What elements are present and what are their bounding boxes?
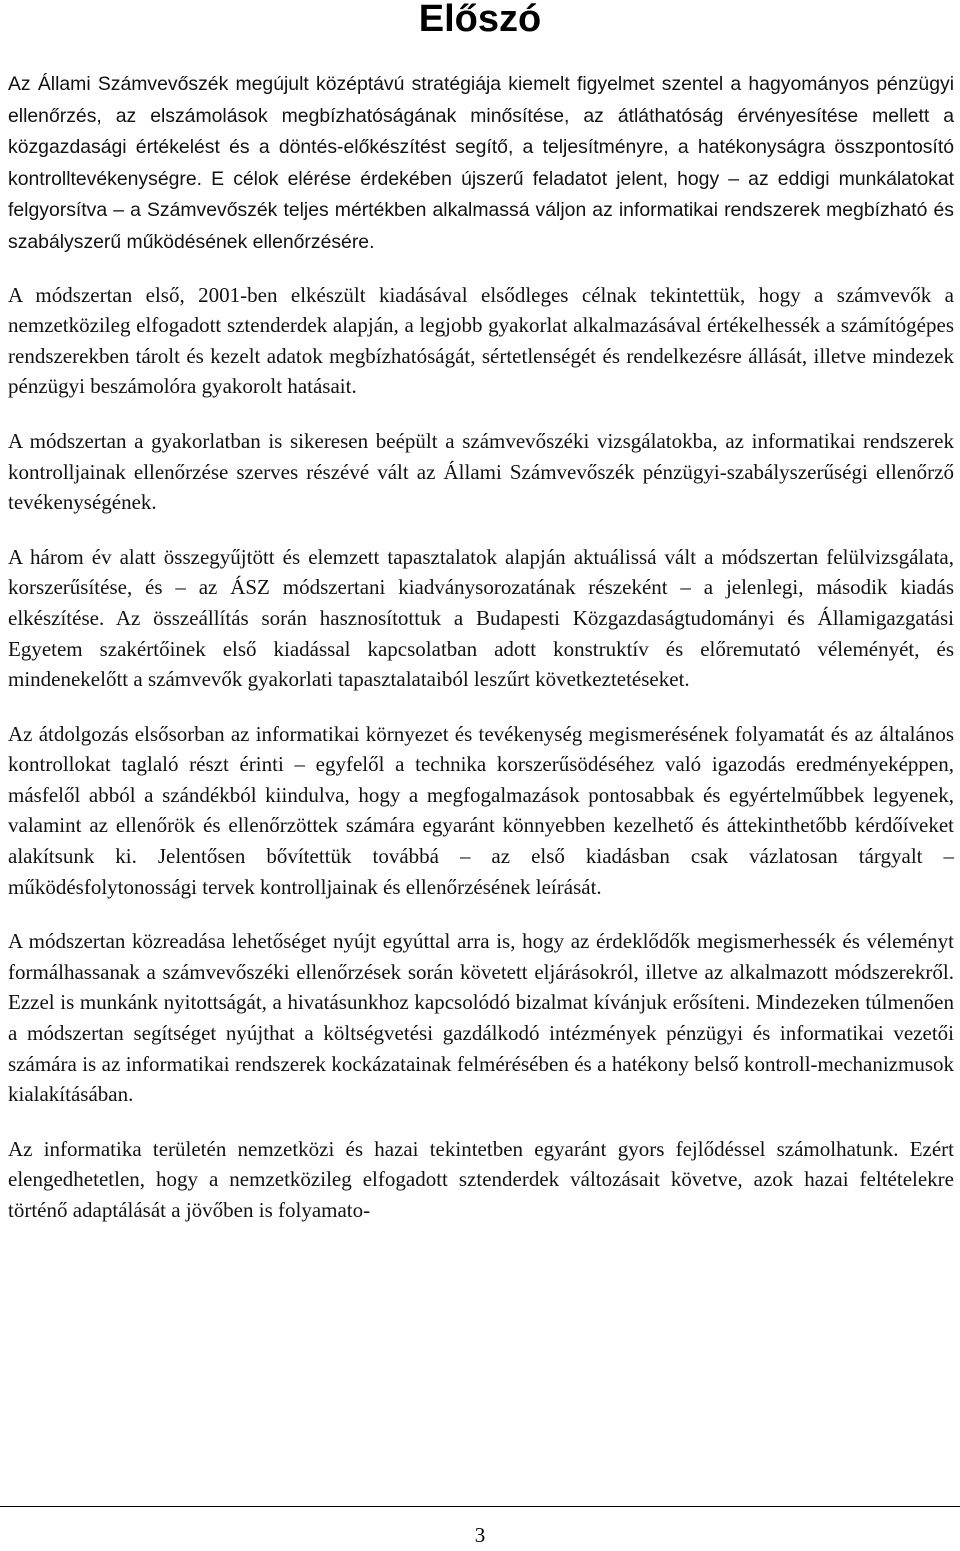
footer-divider — [0, 1506, 960, 1507]
body-text — [8, 68, 954, 1250]
paragraph-1-text: Az Állami Számvevőszék megújult középtávú stratégiája kiemelt figyelmet szentel a hagyományos pénzügyi ellenőrzés, az elszámolások megbízhatóságának minősítése, az átláthatóság érvényesítése mellett a közgazdasági értékelést és a döntés-előkészítést segítő, a teljesítményre, a hatékonyságra összpontosító kontrolltevékenységre. E célok elérése érdekében újszerű feladatot jelent, hogy – az eddigi munkálatokat felgyorsítva – a Számvevőszék teljes mértékben alkalmassá váljon az informatikai rendszerek megbízható és szabályszerű működésének ellenőrzésére. — [8, 73, 954, 253]
paragraph-3: A módszertan a gyakorlatban is sikeresen beépült a számvevőszéki vizsgálatokba, az informatikai rendszerek kontrolljainak ellenőrzése szerves részévé vált az Állami Számvevőszék pénzügyi-szabályszerűségi ellenőrző tevékenységének. — [8, 428, 954, 515]
paragraph-5: Az átdolgozás elsősorban az informatikai környezet és tevékenység megismerésének folyamatát és az általános kontrollokat taglaló részt érinti – egyfelől a technika korszerűsödéséhez való igazodás eredményeképpen, másfelől abból a szándékból kiindulva, hogy a megfogalmazások pontosabbak és egyértelműbbek legyenek, valamint az ellenőrök és ellenőrzöttek számára egyaránt könnyebben kezelhető és áttekinthetőbb kérdőíveket alakítsunk ki. Jelentősen bővítettük továbbá – az első kiadásban csak vázlatosan tárgyalt – működésfolytonossági tervek kontrolljainak és ellenőrzésének leírását. — [8, 721, 954, 899]
paragraph-6: A módszertan közreadása lehetőséget nyújt egyúttal arra is, hogy az érdeklődők megismerhessék és véleményt formálhassanak a számvevőszéki ellenőrzések során követett eljárásokról, illetve az alkalmazott módszerekről. Ezzel is munkánk nyitottságát, a hivatásunkhoz kapcsolódó bizalmat kívánjuk erősíteni. Mindezeken túlmenően a módszertan segítséget nyújthat a költségvetési gazdálkodó intézmények pénzügyi és informatikai vezetői számára is az informatikai rendszerek kockázatainak felmérésében és a hatékony belső kontroll-mechanizmusok kialakításában. — [8, 929, 954, 1107]
paragraph-4: A három év alatt összegyűjtött és elemzett tapasztalatok alapján aktuálissá vált a módszertan felülvizsgálata, korszerűsítése, és – az ÁSZ módszertani kiadványsorozatának részeként – a jelenlegi, második kiadás elkészítése. Az összeállítás során hasznosítottuk a Budapesti Közgazdaságtudományi és Államigazgatási Egyetem szakértőinek első kiadással kapcsolatban adott konstruktív és előremutató véleményét, és mindenekelőtt a számvevők gyakorlati tapasztalataiból leszűrt következtetéseket. — [8, 544, 954, 692]
paragraph-7: Az informatika területén nemzetközi és hazai tekintetben egyaránt gyors fejlődéssel számolhatunk. Ezért elengedhetetlen, hogy a nemzetközileg elfogadott sztenderdek változásait követve, azok hazai feltételekre történő adaptálását a jövőben is folyamato- — [8, 1136, 954, 1222]
page-title: Előszó — [418, 0, 542, 40]
paragraph-2: A módszertan első, 2001-ben elkészült kiadásával elsődleges célnak tekintettük, hogy a számvevők a nemzetközileg elfogadott sztenderdek alapján, a legjobb gyakorlat alkalmazásával értékelhessék a számítógépes rendszerekben tárolt és kezelt adatok megbízhatóságát, sértetlenségét és rendelkezésre állását, illetve mindezek pénzügyi beszámolóra gyakorolt hatásait. — [8, 282, 954, 399]
paragraph-1 — [8, 68, 954, 258]
page-number: 3 — [474, 1523, 486, 1547]
